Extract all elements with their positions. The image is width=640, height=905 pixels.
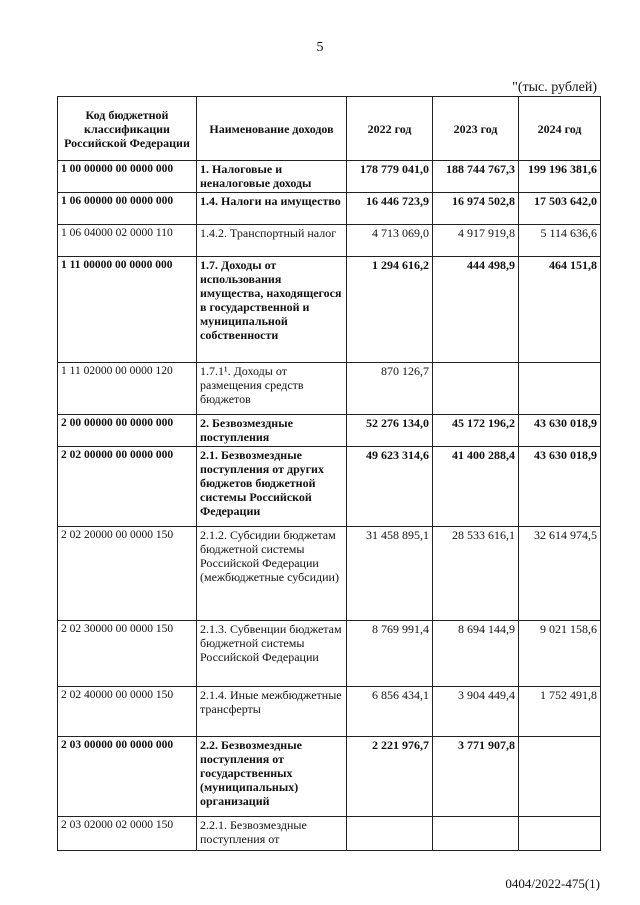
value-2023-cell: 28 533 616,1: [433, 527, 519, 621]
value-2023-cell: 188 744 767,3: [433, 161, 519, 193]
header-2023: 2023 год: [433, 97, 519, 161]
value-2023-cell: 3 771 907,8: [433, 737, 519, 817]
value-2022-cell: 8 769 991,4: [347, 621, 433, 687]
code-cell: 1 11 00000 00 0000 000: [58, 257, 197, 363]
value-2022-cell: 4 713 069,0: [347, 225, 433, 257]
value-2023-cell: 8 694 144,9: [433, 621, 519, 687]
table-row: [58, 621, 601, 687]
header-2024: 2024 год: [519, 97, 601, 161]
income-name-cell: 2.2. Безвозмездные поступления от государственных (муниципальных) организаций: [197, 737, 347, 817]
income-name-cell: 1.4.2. Транспортный налог: [197, 225, 347, 257]
code-cell: 1 00 00000 00 0000 000: [58, 161, 197, 193]
code-cell: 1 06 00000 00 0000 000: [58, 193, 197, 225]
income-name-cell: 2.2.1. Безвозмездные поступления от: [197, 817, 347, 851]
header-code: Код бюджетной классификации Российской Федерации: [58, 97, 197, 161]
value-2022-cell: 16 446 723,9: [347, 193, 433, 225]
value-2022-cell: 31 458 895,1: [347, 527, 433, 621]
value-2024-cell: [519, 363, 601, 415]
income-name-cell: 1. Налоговые и неналоговые доходы: [197, 161, 347, 193]
value-2023-cell: [433, 817, 519, 851]
income-name-cell: 1.7.1¹. Доходы от размещения средств бюджетов: [197, 363, 347, 415]
code-cell: 2 02 30000 00 0000 150: [58, 621, 197, 687]
value-2024-cell: 1 752 491,8: [519, 687, 601, 737]
code-cell: 2 00 00000 00 0000 000: [58, 415, 197, 447]
code-cell: 2 02 20000 00 0000 150: [58, 527, 197, 621]
value-2022-cell: [347, 817, 433, 851]
value-2023-cell: 16 974 502,8: [433, 193, 519, 225]
value-2022-cell: 52 276 134,0: [347, 415, 433, 447]
code-cell: 1 11 02000 00 0000 120: [58, 363, 197, 415]
value-2023-cell: [433, 363, 519, 415]
value-2024-cell: 9 021 158,6: [519, 621, 601, 687]
table-row: [58, 415, 601, 447]
header-2022: 2022 год: [347, 97, 433, 161]
table-row: [58, 527, 601, 621]
value-2023-cell: 4 917 919,8: [433, 225, 519, 257]
code-cell: 2 02 00000 00 0000 000: [58, 447, 197, 527]
budget-income-table: [57, 96, 601, 851]
table-row: [58, 225, 601, 257]
table-row: [58, 161, 601, 193]
table-header-row: [58, 97, 601, 161]
value-2024-cell: 5 114 636,6: [519, 225, 601, 257]
table-row: [58, 817, 601, 851]
value-2023-cell: 3 904 449,4: [433, 687, 519, 737]
units-label: "(тыс. рублей): [512, 80, 597, 95]
header-name: Наименование доходов: [197, 97, 347, 161]
value-2022-cell: 6 856 434,1: [347, 687, 433, 737]
income-name-cell: 2. Безвозмездные поступления: [197, 415, 347, 447]
income-name-cell: 1.7. Доходы от использования имущества, находящегося в государственной и муниципальной собственности: [197, 257, 347, 363]
table-row: [58, 687, 601, 737]
value-2024-cell: 43 630 018,9: [519, 447, 601, 527]
code-cell: 2 02 40000 00 0000 150: [58, 687, 197, 737]
value-2024-cell: 17 503 642,0: [519, 193, 601, 225]
value-2024-cell: [519, 737, 601, 817]
value-2023-cell: 45 172 196,2: [433, 415, 519, 447]
value-2023-cell: 444 498,9: [433, 257, 519, 363]
document-code: 0404/2022-475(1): [505, 876, 600, 891]
value-2023-cell: 41 400 288,4: [433, 447, 519, 527]
table-body: [58, 161, 601, 851]
income-name-cell: 2.1.4. Иные межбюджетные трансферты: [197, 687, 347, 737]
value-2024-cell: [519, 817, 601, 851]
value-2022-cell: 2 221 976,7: [347, 737, 433, 817]
value-2022-cell: 1 294 616,2: [347, 257, 433, 363]
value-2022-cell: 178 779 041,0: [347, 161, 433, 193]
table-row: [58, 363, 601, 415]
value-2024-cell: 199 196 381,6: [519, 161, 601, 193]
code-cell: 1 06 04000 02 0000 110: [58, 225, 197, 257]
value-2022-cell: 870 126,7: [347, 363, 433, 415]
value-2022-cell: 49 623 314,6: [347, 447, 433, 527]
table-row: [58, 737, 601, 817]
table-row: [58, 447, 601, 527]
code-cell: 2 03 00000 00 0000 000: [58, 737, 197, 817]
table-row: [58, 257, 601, 363]
table-row: [58, 193, 601, 225]
income-name-cell: 2.1. Безвозмездные поступления от других бюджетов бюджетной системы Российской Федерации: [197, 447, 347, 527]
code-cell: 2 03 02000 02 0000 150: [58, 817, 197, 851]
value-2024-cell: 43 630 018,9: [519, 415, 601, 447]
income-name-cell: 2.1.3. Субвенции бюджетам бюджетной системы Российской Федерации: [197, 621, 347, 687]
income-name-cell: 1.4. Налоги на имущество: [197, 193, 347, 225]
value-2024-cell: 32 614 974,5: [519, 527, 601, 621]
value-2024-cell: 464 151,8: [519, 257, 601, 363]
income-name-cell: 2.1.2. Субсидии бюджетам бюджетной системы Российской Федерации (межбюджетные субсидии): [197, 527, 347, 621]
page-number: 5: [316, 40, 324, 55]
